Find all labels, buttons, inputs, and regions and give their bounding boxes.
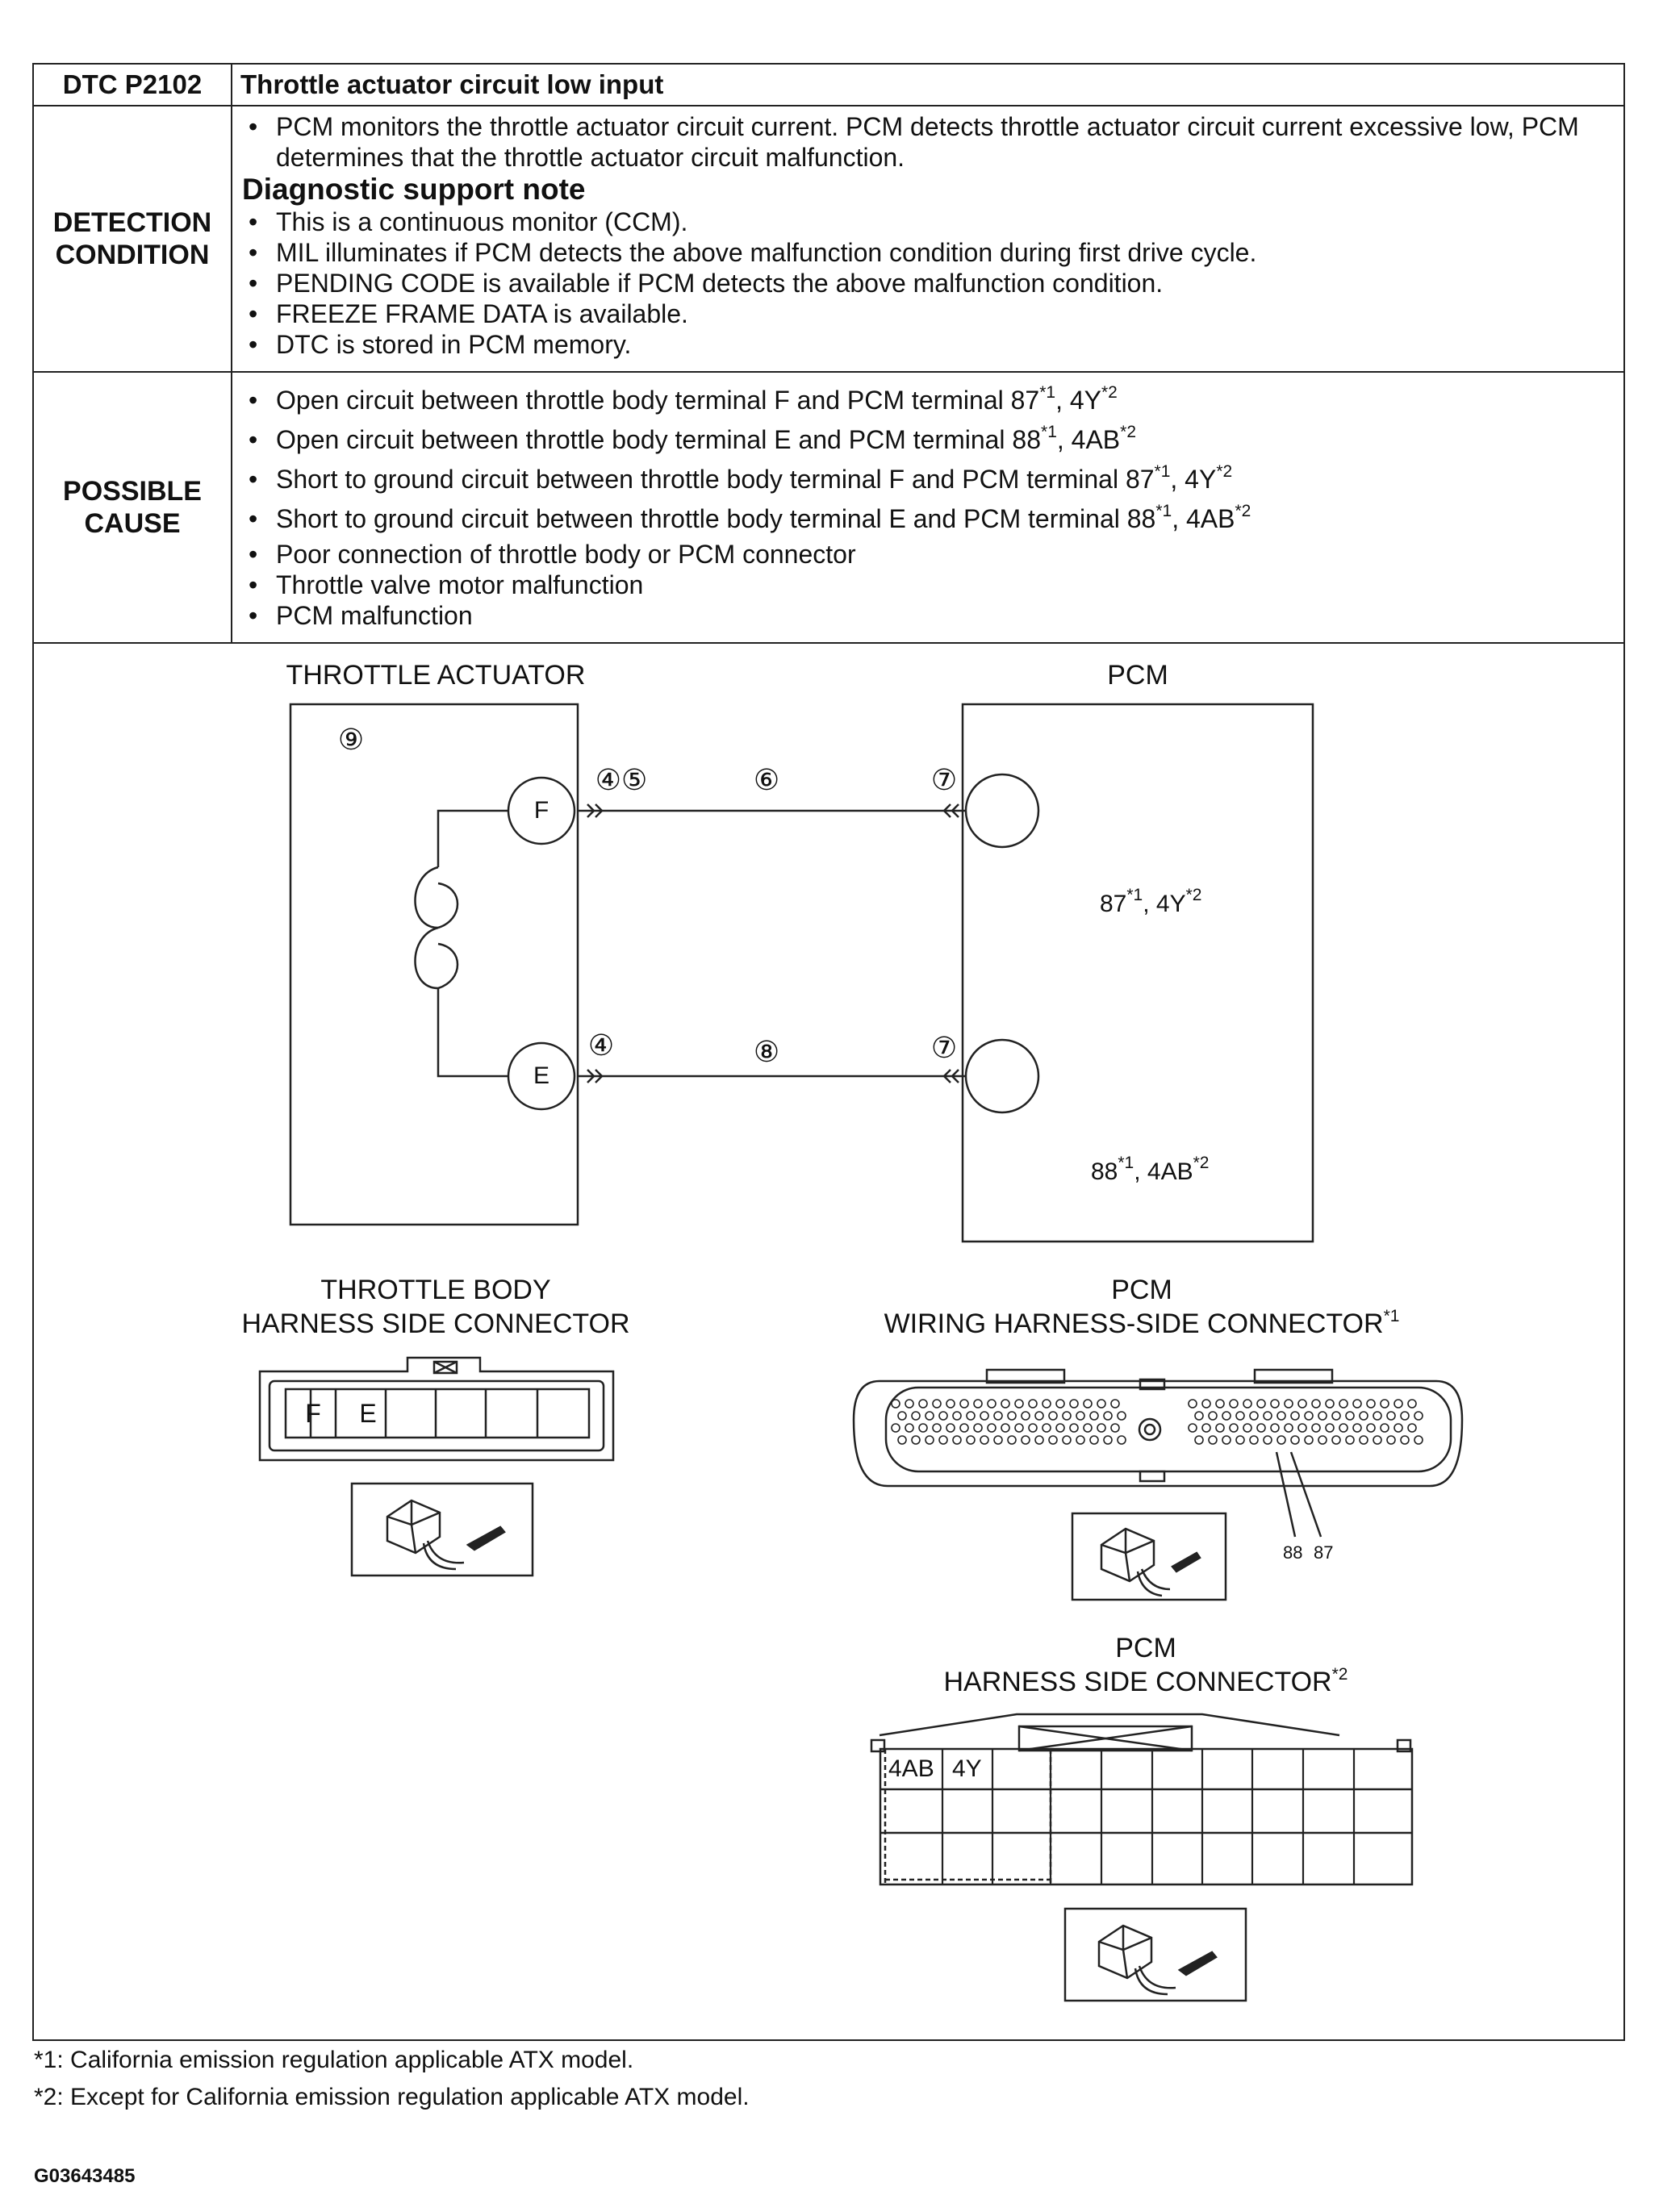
dtc-title: Throttle actuator circuit low input bbox=[232, 64, 1624, 106]
pin-4ab-label: 4AB bbox=[888, 1755, 934, 1782]
tb-pin-e: E bbox=[359, 1399, 377, 1428]
pcm-terminal-87-label: 87$^{*1}$, $4Y^{*2}$ bbox=[1100, 886, 1202, 917]
callout-4-5: ④⑤ bbox=[595, 763, 648, 796]
dtc-code: DTC P2102 bbox=[33, 64, 232, 106]
detection-intro: • PCM monitors the throttle actuator circuit current. PCM detects throttle actuator circuit current excessive low, PCM determines that the throttle actuator circuit malfunction. bbox=[244, 111, 1615, 173]
pin-87-label: 87 bbox=[1314, 1542, 1334, 1563]
callout-7-e: ⑦ bbox=[930, 1031, 958, 1064]
terminal-e-label: E bbox=[533, 1062, 549, 1089]
callout-7-f: ⑦ bbox=[930, 763, 958, 796]
pcm-terminal-88-label: 88$^{*1}$, 4AB$^{*2}$ bbox=[1091, 1154, 1210, 1185]
pin-4y-label: 4Y bbox=[952, 1755, 982, 1782]
cause-item: • PCM malfunction bbox=[244, 600, 1615, 631]
connector-view-icon bbox=[387, 1500, 504, 1569]
connector-view-icon bbox=[1099, 1926, 1216, 1994]
note-item: • PENDING CODE is available if PCM detects the above malfunction condition. bbox=[244, 268, 1615, 298]
cause-item: • Throttle valve motor malfunction bbox=[244, 570, 1615, 600]
callout-9: ⑨ bbox=[337, 723, 365, 756]
cause-item: • Short to ground circuit between throttle body terminal E and PCM terminal 88$^{*1}$, 4AB$^{*2}$ bbox=[244, 499, 1615, 539]
cause-item: • Short to ground circuit between throttle body terminal F and PCM terminal 87$^{*1}$, $4Y^{*2}$ bbox=[244, 460, 1615, 499]
tb-pin-f: F bbox=[305, 1399, 321, 1428]
cause-item: • Open circuit between throttle body terminal E and PCM terminal 88$^{*1}$, 4AB$^{*2}$ bbox=[244, 420, 1615, 460]
tb-connector-title: THROTTLE BODY HARNESS SIDE CONNECTOR bbox=[241, 1275, 630, 1339]
callout-4: ④ bbox=[587, 1029, 615, 1062]
cause-item: • Poor connection of throttle body or PCM connector bbox=[244, 539, 1615, 570]
note-title: Diagnostic support note bbox=[242, 173, 586, 206]
cause-label: POSSIBLE CAUSE bbox=[33, 372, 232, 643]
callout-8: ⑧ bbox=[753, 1035, 780, 1068]
figure-id: G03643485 bbox=[34, 2165, 136, 2187]
note-item: • This is a continuous monitor (CCM). bbox=[244, 207, 1615, 237]
pcm-connector-2-title: PCM HARNESS SIDE CONNECTOR$^{*2}$ bbox=[943, 1633, 1348, 1697]
connector-view-icon bbox=[1101, 1529, 1200, 1596]
footnote-2: *2: Except for California emission regulation applicable ATX model. bbox=[34, 2084, 750, 2110]
actuator-title: THROTTLE ACTUATOR bbox=[286, 660, 586, 691]
cause-item: • Open circuit between throttle body terminal F and PCM terminal 87$^{*1}$, $4Y^{*2}$ bbox=[244, 381, 1615, 420]
terminal-f-label: F bbox=[533, 797, 549, 824]
note-item: • MIL illuminates if PCM detects the above malfunction condition during first drive cycle. bbox=[244, 237, 1615, 268]
pcm-connector-1-title: PCM WIRING HARNESS-SIDE CONNECTOR$^{*1}$ bbox=[884, 1275, 1400, 1339]
note-item: • FREEZE FRAME DATA is available. bbox=[244, 298, 1615, 329]
pin-88-label: 88 bbox=[1283, 1542, 1303, 1563]
detection-label: DETECTION CONDITION bbox=[33, 106, 232, 372]
pcm-title: PCM bbox=[1107, 660, 1168, 691]
footnote-1: *1: California emission regulation applicable ATX model. bbox=[34, 2047, 634, 2073]
note-item: • DTC is stored in PCM memory. bbox=[244, 329, 1615, 360]
callout-6: ⑥ bbox=[753, 763, 780, 796]
